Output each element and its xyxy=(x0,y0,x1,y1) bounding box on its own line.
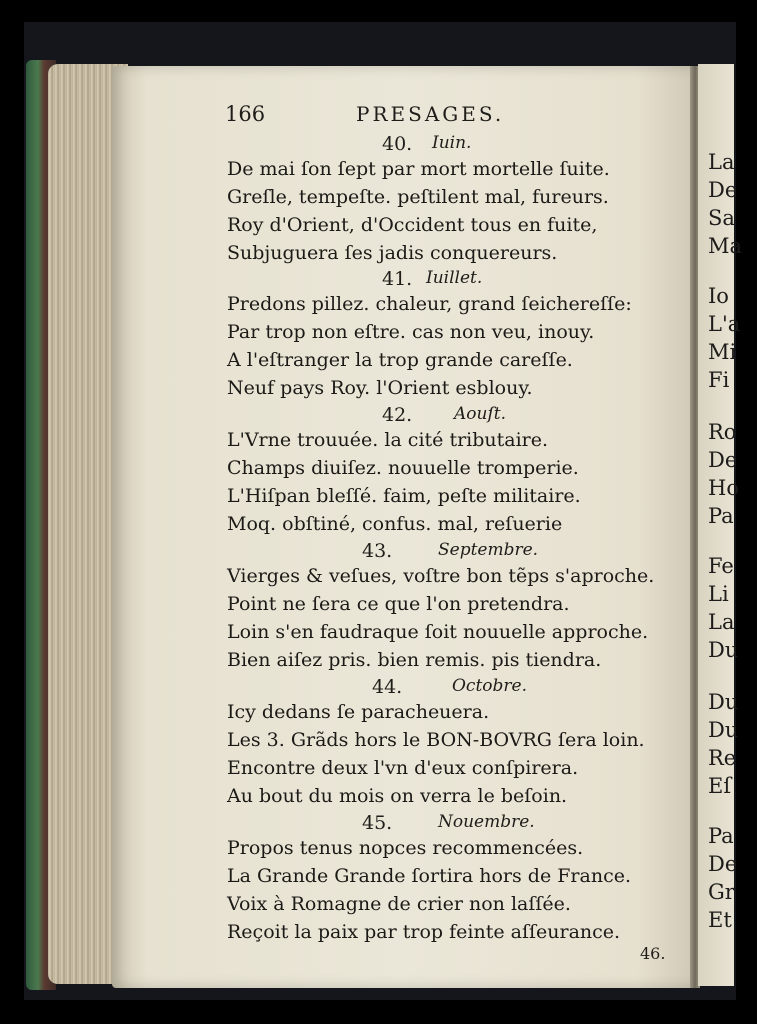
next-page-fragment: De xyxy=(708,448,738,472)
quatrain-number: 41. xyxy=(382,268,413,290)
page-header xyxy=(0,102,757,132)
verse-line: De mai ſon ſept par mort mortelle ſuite. xyxy=(227,158,610,180)
verse-line: Predons pillez. chaleur, grand ſeichereſſe: xyxy=(227,293,632,315)
quatrain-number: 42. xyxy=(382,404,413,426)
quatrain-heading xyxy=(0,133,757,157)
next-page-fragment: Ho xyxy=(708,476,739,500)
verse-line: Roy d'Orient, d'Occident tous en fuite, xyxy=(227,214,598,236)
next-page-fragment: Fe xyxy=(708,554,734,578)
quatrain-month: Nouembre. xyxy=(438,812,535,832)
verse-line: Au bout du mois on verra le beſoin. xyxy=(227,785,568,807)
quatrain-heading xyxy=(0,540,757,564)
quatrain-number: 44. xyxy=(372,676,403,698)
quatrain-heading xyxy=(0,404,757,428)
quatrain-number: 45. xyxy=(362,812,393,834)
quatrain-number: 40. xyxy=(382,133,413,155)
verse-line: Moq. obſtiné, confus. mal, reſuerie xyxy=(227,513,563,535)
quatrain-heading xyxy=(0,812,757,836)
verse-line: A l'eſtranger la trop grande careſſe. xyxy=(227,349,573,371)
next-page-fragment: La xyxy=(708,610,735,634)
signature-mark: 46. xyxy=(640,944,666,963)
next-page-fragment: La xyxy=(708,150,735,174)
next-page-fragment: Du xyxy=(708,718,739,742)
verse-line: L'Hiſpan bleſſé. faim, peſte militaire. xyxy=(227,485,581,507)
next-page-fragment: Mi xyxy=(708,340,737,364)
verse-line: Voix à Romagne de crier non laſſée. xyxy=(227,893,571,915)
verse-line: Bien aiſez pris. bien remis. pis tiendra. xyxy=(227,649,602,671)
verse-line: Encontre deux l'vn d'eux conſpirera. xyxy=(227,757,579,779)
verse-line: Champs diuiſez. nouuelle tromperie. xyxy=(227,457,579,479)
quatrain-heading xyxy=(0,676,757,700)
verse-line: Neuf pays Roy. l'Orient esblouy. xyxy=(227,377,533,399)
quatrain-month: Aouſt. xyxy=(454,404,506,424)
verse-line: Propos tenus nopces recommencées. xyxy=(227,837,584,859)
next-page-fragment: Ma xyxy=(708,234,743,258)
next-page-fragment: Eſ xyxy=(708,774,732,798)
quatrain-number: 43. xyxy=(362,540,393,562)
next-page-fragment: Du xyxy=(708,638,739,662)
next-page-fragment: Li xyxy=(708,582,729,606)
next-page-fragment: Du xyxy=(708,690,739,714)
next-page-fragment: Fi xyxy=(708,368,730,392)
quatrain-month: Octobre. xyxy=(452,676,527,696)
verse-line: L'Vrne trouuée. la cité tributaire. xyxy=(227,429,549,451)
verse-line: Subjuguera ſes jadis conquereurs. xyxy=(227,242,558,264)
quatrain-month: Iuin. xyxy=(432,133,472,153)
next-page-fragment: Io xyxy=(708,284,729,308)
verse-line: Greſle, tempeſte. peſtilent mal, fureurs. xyxy=(227,186,609,208)
verse-line: Les 3. Grãds hors le BON-BOVRG ſera loin. xyxy=(227,729,645,751)
next-page-edge xyxy=(698,64,743,986)
verse-line: Point ne ſera ce que l'on pretendra. xyxy=(227,593,570,615)
next-page-fragment: L'a xyxy=(708,312,741,336)
quatrain-month: Septembre. xyxy=(438,540,539,560)
verse-line: Icy dedans ſe paracheuera. xyxy=(227,701,490,723)
next-page-fragment: Gr xyxy=(708,880,735,904)
next-page-fragment: Pa xyxy=(708,824,734,848)
verse-line: Vierges & veſues, voſtre bon tẽps s'aproche. xyxy=(227,565,655,587)
running-head: PRESAGES. xyxy=(356,102,505,126)
page-number: 166 xyxy=(225,102,266,126)
verse-line: Loin s'en faudraque ſoit nouuelle approche. xyxy=(227,621,649,643)
next-page-fragment: De xyxy=(708,178,738,202)
quatrain-month: Iuillet. xyxy=(426,268,483,288)
next-page-fragment: Sa xyxy=(708,206,735,230)
verse-line: La Grande Grande ſortira hors de France. xyxy=(227,865,631,887)
next-page-fragment: De xyxy=(708,852,738,876)
next-page-fragment: Ro xyxy=(708,420,737,444)
next-page-fragment: Re xyxy=(708,746,737,770)
next-page-fragment: Pa xyxy=(708,504,734,528)
quatrain-heading xyxy=(0,268,757,292)
verse-line: Reçoit la paix par trop feinte aſſeurance. xyxy=(227,921,621,943)
next-page-fragment: Et xyxy=(708,908,732,932)
verse-line: Par trop non eſtre. cas non veu, inouy. xyxy=(227,321,595,343)
